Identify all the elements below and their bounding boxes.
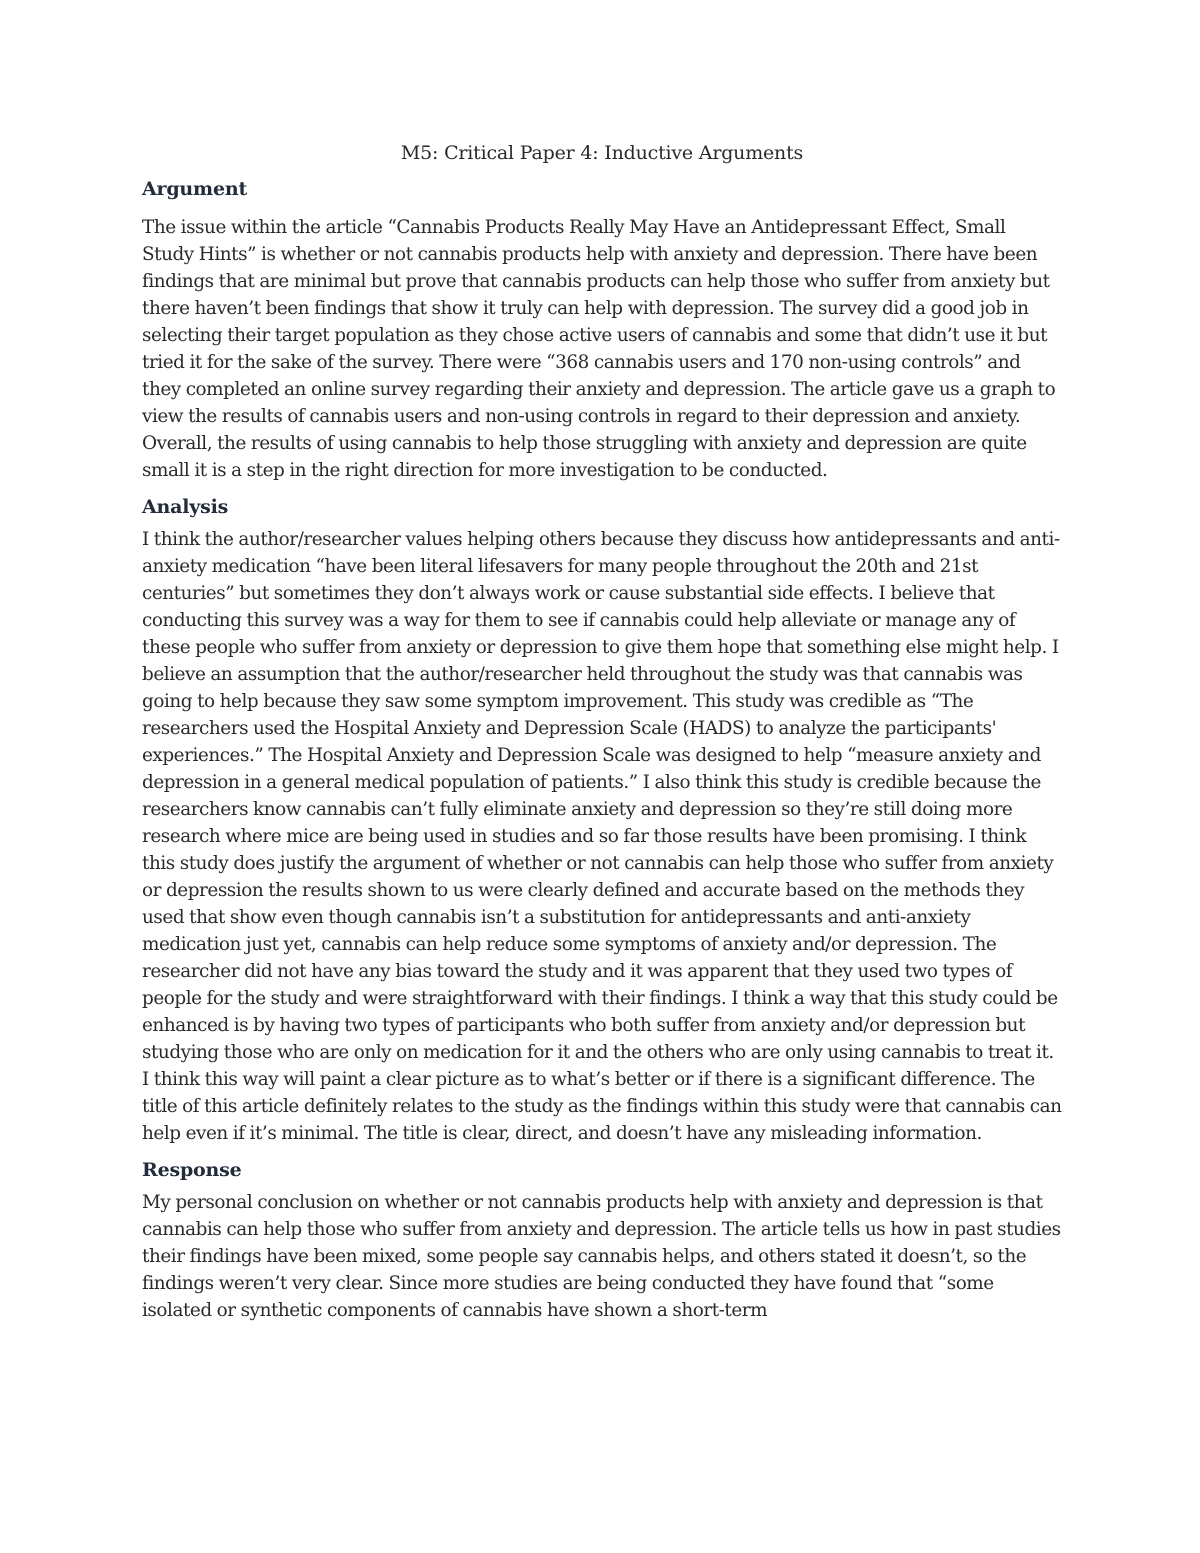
analysis-heading: Analysis bbox=[142, 496, 229, 518]
argument-paragraph: The issue within the article “Cannabis Products Really May Have an Antidepressant Effect, Small Study Hints” is whether or not cannabis products help with anxiety and depression. There have been findings that are minimal but prove that cannabis products can help those who suffer from anxiety but there haven’t been findings that show it truly can help with depression. The survey did a good job in selecting their target population as they chose active users of cannabis and some that didn’t use it but tried it for the sake of the survey. There were “368 cannabis users and 170 non-using controls” and they completed an online survey regarding their anxiety and depression. The article gave us a graph to view the results of cannabis users and non-using controls in regard to their depression and anxiety. Overall, the results of using cannabis to help those struggling with anxiety and depression are quite small it is a step in the right direction for more investigation to be conducted. bbox=[142, 217, 1056, 481]
response-heading: Response bbox=[142, 1159, 242, 1181]
response-paragraph: My personal conclusion on whether or not cannabis products help with anxiety and depression is that cannabis can help those who suffer from anxiety and depression. The article tells us how in past studies their findings have been mixed, some people say cannabis helps, and others stated it doesn’t, so the findings weren’t very clear. Since more studies are being conducted they have found that “some isolated or synthetic components of cannabis have shown a short-term bbox=[142, 1192, 1061, 1321]
response-section bbox=[142, 1157, 1062, 1324]
document-title: M5: Critical Paper 4: Inductive Arguments bbox=[400, 142, 804, 164]
analysis-paragraph: I think the author/researcher values helping others because they discuss how antidepressants and anti-anxiety medication “have been literal lifesavers for many people throughout the 20th and 21st centuries” but sometimes they don’t always work or cause substantial side effects. I believe that conducting this survey was a way for them to see if cannabis could help alleviate or manage any of these people who suffer from anxiety or depression to give them hope that something else might help. I believe an assumption that the author/researcher held throughout the study was that cannabis was going to help because they saw some symptom improvement. This study was credible as “The researchers used the Hospital Anxiety and Depression Scale (HADS) to analyze the participants' experiences.” The Hospital Anxiety and Depression Scale was designed to help “measure anxiety and depression in a general medical population of patients.” I also think this study is credible because the researchers know cannabis can’t fully eliminate anxiety and depression so they’re still doing more research where mice are being used in studies and so far those results have been promising. I think this study does justify the argument of whether or not cannabis can help those who suffer from anxiety or depression the results shown to us were clearly defined and accurate based on the methods they used that show even though cannabis isn’t a substitution for antidepressants and anti-anxiety medication just yet, cannabis can help reduce some symptoms of anxiety and/or depression. The researcher did not have any bias toward the study and it was apparent that they used two types of people for the study and were straightforward with their findings. I think a way that this study could be enhanced is by having two types of participants who both suffer from anxiety and/or depression but studying those who are only on medication for it and the others who are only using cannabis to treat it. I think this way will paint a clear picture as to what’s better or if there is a significant difference. The title of this article definitely relates to the study as the findings within this study were that cannabis can help even if it’s minimal. The title is clear, direct, and doesn’t have any misleading information. bbox=[142, 529, 1062, 1144]
argument-section bbox=[142, 176, 1062, 484]
argument-heading: Argument bbox=[142, 178, 248, 200]
document-page bbox=[142, 140, 1062, 1334]
analysis-section bbox=[142, 494, 1062, 1147]
